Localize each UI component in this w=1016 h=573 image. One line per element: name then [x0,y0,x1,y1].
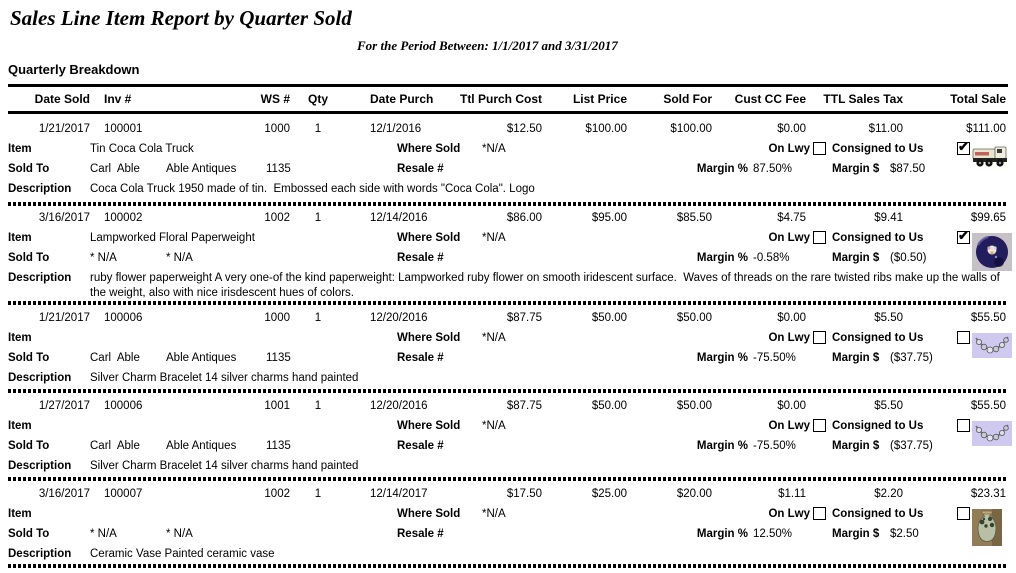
inv-number-value: 100002 [104,212,143,224]
ttl-sales-tax-value: $9.41 [874,212,903,224]
description-value: ruby flower paperweight A very one-of the kind paperweight: Lampworked ruby flower on smooth iridescent surface. Waves of threads on the rare twisted ribs make up the walls of the weight, also with nice irisdescent hues of colors. [90,272,1004,299]
buyer-company-value: * N/A [166,252,193,264]
item-row [0,231,1016,247]
item-photo [972,421,1012,446]
qty-value: 1 [314,400,322,412]
record-data-row [8,122,1008,137]
section-heading: Quarterly Breakdown [8,62,140,77]
buyer-name-value: Carl Able [90,440,140,452]
ttl-sales-tax-value: $11.00 [868,123,903,135]
margin-dollar-value: ($37.75) [890,440,933,452]
qty-value: 1 [314,312,322,324]
consigned-to-us-label: Consigned to Us [832,420,924,432]
paperweight-photo-icon [972,233,1012,271]
item-row [0,507,1016,523]
inv-number-value: 100001 [104,123,143,135]
consigned-checkbox[interactable] [957,507,970,520]
on-lwy-checkbox[interactable] [813,142,826,155]
buyer-name-value: Carl Able [90,163,140,175]
description-row [0,459,1016,475]
column-header-inv: Inv # [104,92,132,106]
cust-cc-fee-value: $0.00 [777,312,806,324]
margin-pct-label: Margin % [696,163,748,175]
cust-cc-fee-value: $0.00 [777,400,806,412]
ws-number-value: 1000 [264,312,290,324]
description-label: Description [8,183,72,195]
column-header-ttl-purch-cost: Ttl Purch Cost [459,92,542,106]
sold-for-value: $100.00 [670,123,712,135]
date-sold-value: 1/21/2017 [38,312,90,324]
buyer-company-value: * N/A [166,528,193,540]
date-purch-value: 12/14/2016 [370,212,428,224]
dotted-separator [8,202,1008,206]
description-label: Description [8,460,72,472]
divider-header [8,111,1008,114]
ttl-purch-cost-value: $17.50 [506,488,542,500]
list-price-value: $100.00 [585,123,627,135]
item-name-value: Lampworked Floral Paperweight [90,232,255,244]
description-row [0,271,1016,299]
sold-for-value: $50.00 [676,312,712,324]
ttl-purch-cost-value: $87.75 [506,400,542,412]
margin-dollar-value: $2.50 [890,528,919,540]
consigned-checkbox[interactable] [957,142,970,155]
on-lwy-checkbox[interactable] [813,331,826,344]
record-block [0,487,1016,573]
where-sold-value: *N/A [482,332,506,344]
date-sold-value: 1/21/2017 [38,123,90,135]
margin-dollar-value: $87.50 [890,163,926,175]
margin-dollar-label: Margin $ [832,252,880,264]
total-sale-value: $55.50 [970,312,1006,324]
where-sold-label: Where Sold [397,143,461,155]
description-row [0,182,1016,198]
date-purch-value: 12/20/2016 [370,312,428,324]
item-label: Item [8,508,32,520]
item-photo [972,233,1012,271]
bracelet-photo-icon [972,333,1012,358]
description-label: Description [8,272,72,284]
column-header-date-sold: Date Sold [34,92,90,106]
record-block [0,211,1016,297]
margin-pct-value: 87.50% [753,163,793,175]
on-lwy-checkbox[interactable] [813,507,826,520]
where-sold-value: *N/A [482,232,506,244]
buyer-company-value: Able Antiques [166,352,237,364]
where-sold-value: *N/A [482,508,506,520]
item-photo [972,333,1012,358]
margin-dollar-label: Margin $ [832,352,880,364]
qty-value: 1 [314,488,322,500]
record-block [0,311,1016,397]
dotted-separator [8,564,1008,568]
column-header-date-purch: Date Purch [370,92,434,106]
consigned-to-us-label: Consigned to Us [832,143,924,155]
list-price-value: $25.00 [591,488,627,500]
total-sale-value: $55.50 [970,400,1006,412]
list-price-value: $50.00 [591,312,627,324]
description-value: Ceramic Vase Painted ceramic vase [90,548,275,560]
description-label: Description [8,548,72,560]
on-lwy-label: On Lwy [768,420,810,432]
ws-number-value: 1001 [264,400,290,412]
margin-dollar-label: Margin $ [832,163,880,175]
dotted-separator [8,477,1008,481]
sold-to-row [0,439,1016,455]
consigned-to-us-label: Consigned to Us [832,332,924,344]
on-lwy-label: On Lwy [768,143,810,155]
vase-photo-icon [972,509,1002,546]
buyer-name-value: * N/A [90,528,117,540]
sold-to-row [0,162,1016,178]
sold-for-value: $20.00 [676,488,712,500]
sold-to-label: Sold To [8,252,50,264]
where-sold-label: Where Sold [397,232,461,244]
on-lwy-label: On Lwy [768,332,810,344]
margin-pct-label: Margin % [696,528,748,540]
item-label: Item [8,332,32,344]
description-value: Silver Charm Bracelet 14 silver charms hand painted [90,372,359,384]
resale-number-label: Resale # [397,440,444,452]
item-label: Item [8,232,32,244]
cust-cc-fee-value: $4.75 [777,212,806,224]
list-price-value: $50.00 [591,400,627,412]
buyer-name-value: * N/A [90,252,117,264]
sold-to-row [0,251,1016,267]
consigned-to-us-label: Consigned to Us [832,508,924,520]
report-subtitle: For the Period Between: 1/1/2017 and 3/31/2017 [357,38,618,53]
record-data-row [8,311,1008,326]
record-block [0,122,1016,208]
resale-number-label: Resale # [397,163,444,175]
sold-to-label: Sold To [8,440,50,452]
ws-number-value: 1002 [264,488,290,500]
item-label: Item [8,143,32,155]
dotted-separator [8,301,1008,305]
buyer-name-value: Carl Able [90,352,140,364]
dotted-separator [8,389,1008,393]
consigned-to-us-label: Consigned to Us [832,232,924,244]
cust-cc-fee-value: $1.11 [778,488,806,500]
column-header-list-price: List Price [572,92,627,106]
date-purch-value: 12/1/2016 [370,123,422,135]
margin-pct-value: -0.58% [753,252,790,264]
table-header-row [8,92,1008,107]
qty-value: 1 [314,212,322,224]
item-row [0,142,1016,158]
inv-number-value: 100007 [104,488,143,500]
on-lwy-checkbox[interactable] [813,231,826,244]
margin-pct-value: 12.50% [753,528,793,540]
truck-photo-icon [972,144,1008,169]
date-sold-value: 3/16/2017 [38,488,90,500]
where-sold-value: *N/A [482,143,506,155]
consigned-checkbox[interactable] [957,419,970,432]
margin-pct-label: Margin % [696,352,748,364]
where-sold-label: Where Sold [397,420,461,432]
column-header-total-sale: Total Sale [950,92,1006,106]
description-value: Coca Cola Truck 1950 made of tin. Embossed each side with words "Coca Cola". Logo [90,183,535,195]
total-sale-value: $99.65 [970,212,1006,224]
sold-to-label: Sold To [8,163,50,175]
buyer-company-value: Able Antiques [166,163,237,175]
sold-for-value: $50.00 [676,400,712,412]
inv-number-value: 100006 [104,312,143,324]
item-row [0,331,1016,347]
sold-to-label: Sold To [8,352,50,364]
report-title: Sales Line Item Report by Quarter Sold [10,6,352,30]
ttl-purch-cost-value: $86.00 [506,212,542,224]
date-purch-value: 12/14/2017 [370,488,428,500]
record-block [0,399,1016,485]
total-sale-value: $111.00 [966,123,1006,135]
column-header-cust-cc-fee: Cust CC Fee [734,92,806,106]
margin-pct-value: -75.50% [753,440,796,452]
list-price-value: $95.00 [591,212,627,224]
margin-dollar-label: Margin $ [832,440,880,452]
bracelet-photo-icon [972,421,1012,446]
margin-dollar-value: ($37.75) [890,352,933,364]
on-lwy-checkbox[interactable] [813,419,826,432]
description-row [0,547,1016,563]
margin-dollar-value: ($0.50) [890,252,927,264]
sold-for-value: $85.50 [676,212,712,224]
item-row [0,419,1016,435]
on-lwy-label: On Lwy [768,232,810,244]
date-sold-value: 3/16/2017 [38,212,90,224]
record-data-row [8,211,1008,226]
sold-to-label: Sold To [8,528,50,540]
record-data-row [8,487,1008,502]
on-lwy-label: On Lwy [768,508,810,520]
where-sold-value: *N/A [482,420,506,432]
column-header-ttl-sales-tax: TTL Sales Tax [823,92,903,106]
where-sold-label: Where Sold [397,332,461,344]
description-label: Description [8,372,72,384]
ttl-sales-tax-value: $5.50 [874,312,903,324]
margin-pct-label: Margin % [696,440,748,452]
qty-value: 1 [314,123,322,135]
margin-pct-label: Margin % [696,252,748,264]
item-photo [972,144,1008,169]
margin-dollar-label: Margin $ [832,528,880,540]
margin-pct-value: -75.50% [753,352,796,364]
buyer-ws-value: 1135 [266,440,291,452]
cust-cc-fee-value: $0.00 [777,123,806,135]
buyer-ws-value: 1135 [266,352,291,364]
item-photo [972,509,1002,546]
sold-to-row [0,527,1016,543]
resale-number-label: Resale # [397,252,444,264]
total-sale-value: $23.31 [970,488,1006,500]
resale-number-label: Resale # [397,528,444,540]
consigned-checkbox[interactable] [957,231,970,244]
date-purch-value: 12/20/2016 [370,400,428,412]
sold-to-row [0,351,1016,367]
ws-number-value: 1002 [264,212,290,224]
description-value: Silver Charm Bracelet 14 silver charms hand painted [90,460,359,472]
column-header-ws: WS # [260,92,290,106]
ttl-sales-tax-value: $2.20 [874,488,903,500]
description-row [0,371,1016,387]
inv-number-value: 100006 [104,400,143,412]
column-header-sold-for: Sold For [663,92,712,106]
record-data-row [8,399,1008,414]
buyer-ws-value: 1135 [266,163,291,175]
ttl-sales-tax-value: $5.50 [874,400,903,412]
ws-number-value: 1000 [264,123,290,135]
item-name-value: Tin Coca Cola Truck [90,143,194,155]
date-sold-value: 1/27/2017 [38,400,90,412]
column-header-qty: Qty [307,92,328,106]
buyer-company-value: Able Antiques [166,440,237,452]
consigned-checkbox[interactable] [957,331,970,344]
resale-number-label: Resale # [397,352,444,364]
item-label: Item [8,420,32,432]
ttl-purch-cost-value: $12.50 [506,123,542,135]
ttl-purch-cost-value: $87.75 [506,312,542,324]
divider-top [8,84,1008,87]
where-sold-label: Where Sold [397,508,461,520]
